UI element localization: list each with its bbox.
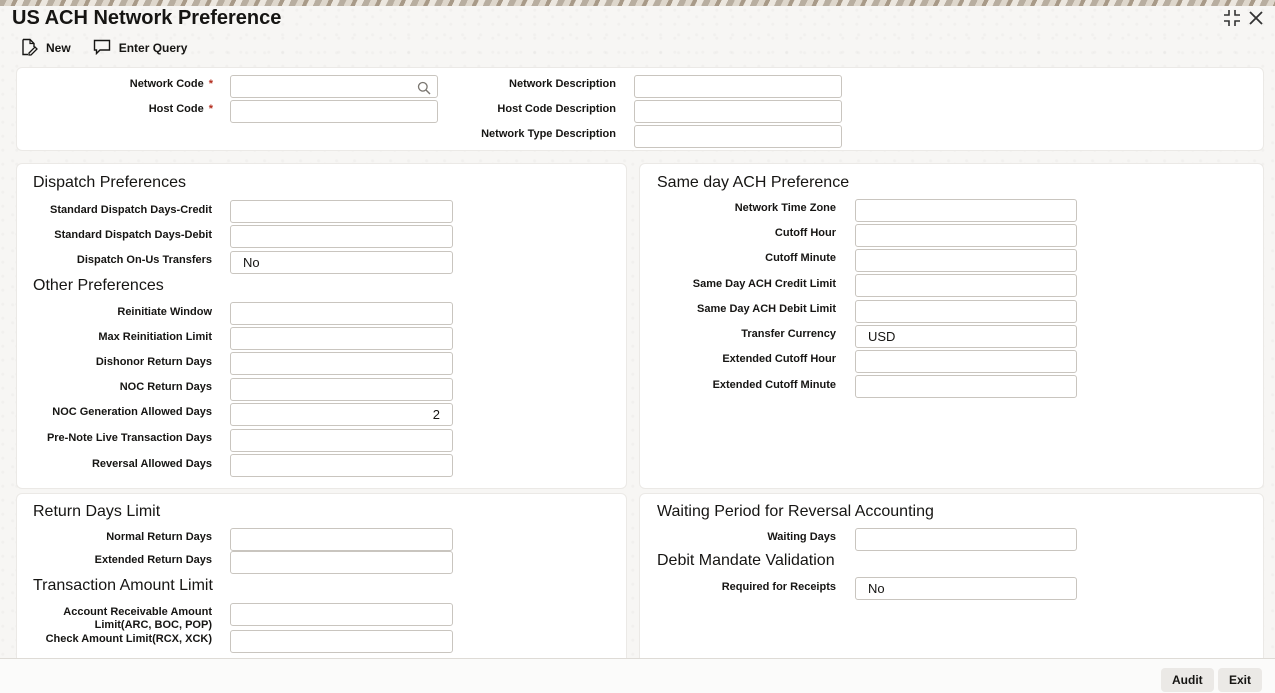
pre-note-label: Pre-Note Live Transaction Days [46, 432, 212, 444]
max-reinitiation-label: Max Reinitiation Limit [98, 331, 212, 343]
noc-return-input[interactable] [230, 378, 453, 401]
same-day-ach-title: Same day ACH Preference [657, 174, 850, 191]
account-receivable-label [63, 606, 212, 632]
toolbar [20, 38, 209, 58]
host-code-description-input[interactable] [634, 100, 842, 123]
noc-generation-input[interactable]: 2 [230, 403, 453, 426]
check-amount-input[interactable] [230, 630, 453, 653]
search-icon[interactable] [417, 80, 431, 101]
exit-button[interactable]: Exit [1218, 668, 1262, 692]
cutoff-hour-label: Cutoff Hour [774, 227, 836, 239]
standard-dispatch-debit-input[interactable] [230, 225, 453, 248]
network-type-description-label: Network Type Description [481, 128, 616, 140]
normal-return-days-label: Normal Return Days [106, 531, 212, 543]
required-marker: * [208, 103, 213, 115]
same-day-credit-limit-label: Same Day ACH Credit Limit [692, 278, 836, 290]
network-description-label: Network Description [509, 78, 616, 90]
extended-return-days-input[interactable] [230, 551, 453, 574]
debit-mandate-title: Debit Mandate Validation [657, 552, 835, 569]
noc-generation-label: NOC Generation Allowed Days [52, 406, 212, 418]
network-code-label: Network Code * [129, 78, 213, 90]
network-time-zone-input[interactable] [855, 199, 1077, 222]
new-label: New [46, 41, 71, 55]
check-amount-label: Check Amount Limit(RCX, XCK) [45, 633, 212, 645]
enter-query-label: Enter Query [118, 41, 188, 55]
required-for-receipts-label: Required for Receipts [721, 581, 836, 593]
transaction-amount-limit-title: Transaction Amount Limit [33, 577, 213, 594]
required-marker: * [208, 78, 213, 90]
pre-note-input[interactable] [230, 429, 453, 452]
extended-cutoff-minute-input[interactable] [855, 375, 1077, 398]
new-button[interactable] [20, 38, 71, 59]
same-day-debit-limit-input[interactable] [855, 300, 1077, 323]
dishonor-return-input[interactable] [230, 352, 453, 375]
return-days-limit-title: Return Days Limit [33, 503, 161, 520]
network-time-zone-label: Network Time Zone [734, 202, 836, 214]
normal-return-days-input[interactable] [230, 528, 453, 551]
host-code-input[interactable] [230, 100, 438, 123]
footer-bar [0, 658, 1275, 693]
required-for-receipts-select[interactable]: No [855, 577, 1077, 600]
reversal-allowed-label: Reversal Allowed Days [91, 458, 212, 470]
extended-cutoff-hour-label: Extended Cutoff Hour [722, 353, 836, 365]
audit-button[interactable]: Audit [1161, 668, 1214, 692]
cutoff-hour-input[interactable] [855, 224, 1077, 247]
cutoff-minute-input[interactable] [855, 249, 1077, 272]
reinitiate-window-label: Reinitiate Window [117, 306, 212, 318]
waiting-days-label: Waiting Days [767, 531, 836, 543]
same-day-credit-limit-input[interactable] [855, 274, 1077, 297]
standard-dispatch-debit-label: Standard Dispatch Days-Debit [54, 229, 212, 241]
same-day-debit-limit-label: Same Day ACH Debit Limit [697, 303, 836, 315]
host-code-label: Host Code * [148, 103, 213, 115]
network-code-input[interactable] [230, 75, 438, 98]
extended-return-days-label: Extended Return Days [94, 554, 212, 566]
extended-cutoff-minute-label: Extended Cutoff Minute [712, 379, 836, 391]
dispatch-on-us-select[interactable]: No [230, 251, 453, 274]
new-document-icon [20, 38, 46, 59]
reinitiate-window-input[interactable] [230, 302, 453, 325]
enter-query-button[interactable] [93, 39, 188, 58]
dispatch-preferences-title: Dispatch Preferences [33, 174, 186, 191]
standard-dispatch-credit-input[interactable] [230, 200, 453, 223]
standard-dispatch-credit-label: Standard Dispatch Days-Credit [50, 204, 212, 216]
close-icon[interactable] [1247, 8, 1265, 33]
waiting-period-title: Waiting Period for Reversal Accounting [657, 503, 934, 520]
account-receivable-input[interactable] [230, 603, 453, 626]
dishonor-return-label: Dishonor Return Days [95, 356, 212, 368]
transfer-currency-input[interactable]: USD [855, 325, 1077, 348]
max-reinitiation-input[interactable] [230, 327, 453, 350]
account-receivable-label-line2: Limit(ARC, BOC, POP) [94, 619, 212, 631]
network-description-input[interactable] [634, 75, 842, 98]
dispatch-on-us-label: Dispatch On-Us Transfers [76, 254, 212, 266]
extended-cutoff-hour-input[interactable] [855, 350, 1077, 373]
noc-return-label: NOC Return Days [119, 381, 212, 393]
transfer-currency-label: Transfer Currency [741, 328, 836, 340]
network-type-description-input[interactable] [634, 125, 842, 148]
account-receivable-label-line1: Account Receivable Amount [63, 606, 212, 618]
waiting-days-input[interactable] [855, 528, 1077, 551]
maximize-icon[interactable] [1222, 8, 1242, 33]
reversal-allowed-input[interactable] [230, 454, 453, 477]
enter-query-icon [93, 39, 119, 58]
other-preferences-title: Other Preferences [33, 277, 164, 294]
cutoff-minute-label: Cutoff Minute [765, 252, 836, 264]
host-code-description-label: Host Code Description [497, 103, 616, 115]
window-title: US ACH Network Preference [12, 7, 282, 29]
